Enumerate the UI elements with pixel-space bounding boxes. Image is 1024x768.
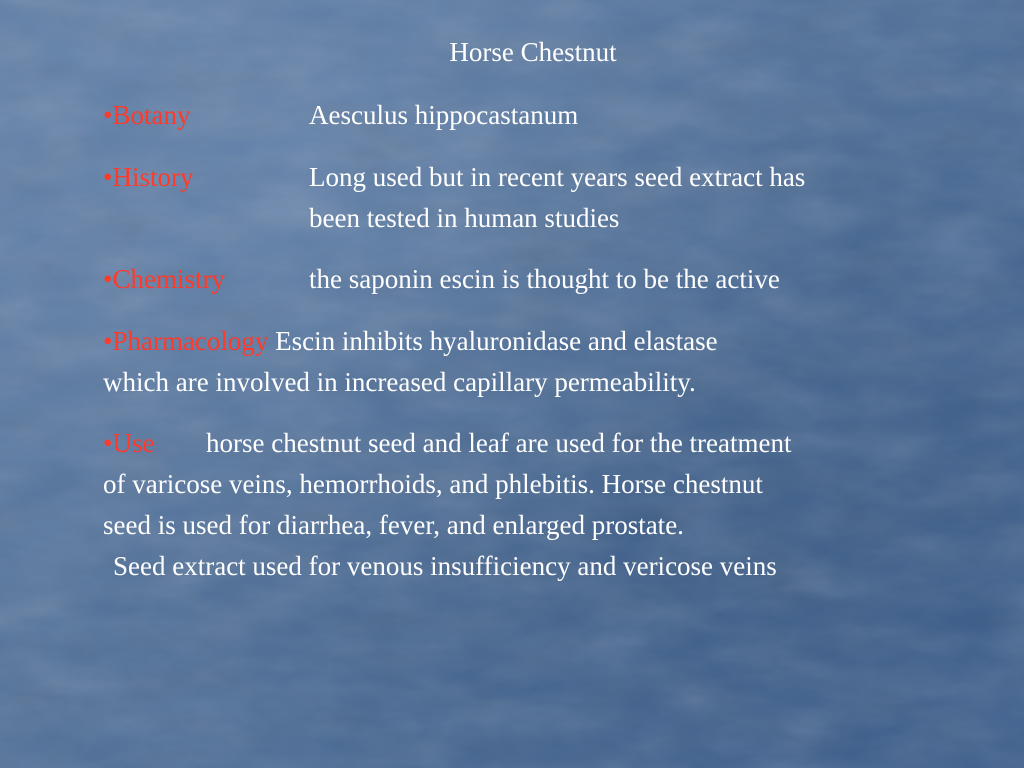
use-text-line4: Seed extract used for venous insufficiency and vericose veins	[113, 551, 777, 581]
use-text-line2: of varicose veins, hemorrhoids, and phlebitis. Horse chestnut	[103, 469, 763, 499]
use-text-line3: seed is used for diarrhea, fever, and enlarged prostate.	[103, 510, 684, 540]
chemistry-label: •Chemistry	[103, 264, 225, 294]
history-text-line1: Long used but in recent years seed extract has	[309, 162, 806, 192]
pharmacology-text-line1: Escin inhibits hyaluronidase and elastase	[275, 326, 718, 356]
chemistry-text: the saponin escin is thought to be the active	[309, 264, 780, 294]
history-text-line2: been tested in human studies	[309, 203, 620, 233]
pharmacology-label: •Pharmacology	[103, 326, 269, 356]
use-text-line1: horse chestnut seed and leaf are used for the treatment	[206, 428, 792, 458]
slide-title: Horse Chestnut	[449, 37, 617, 67]
botany-label: •Botany	[103, 100, 191, 130]
pharmacology-line1	[103, 321, 718, 362]
botany-text: Aesculus hippocastanum	[309, 100, 579, 130]
history-label: •History	[103, 162, 194, 192]
use-label: •Use	[103, 428, 155, 458]
pharmacology-text-line2: which are involved in increased capillary permeability.	[103, 367, 696, 397]
